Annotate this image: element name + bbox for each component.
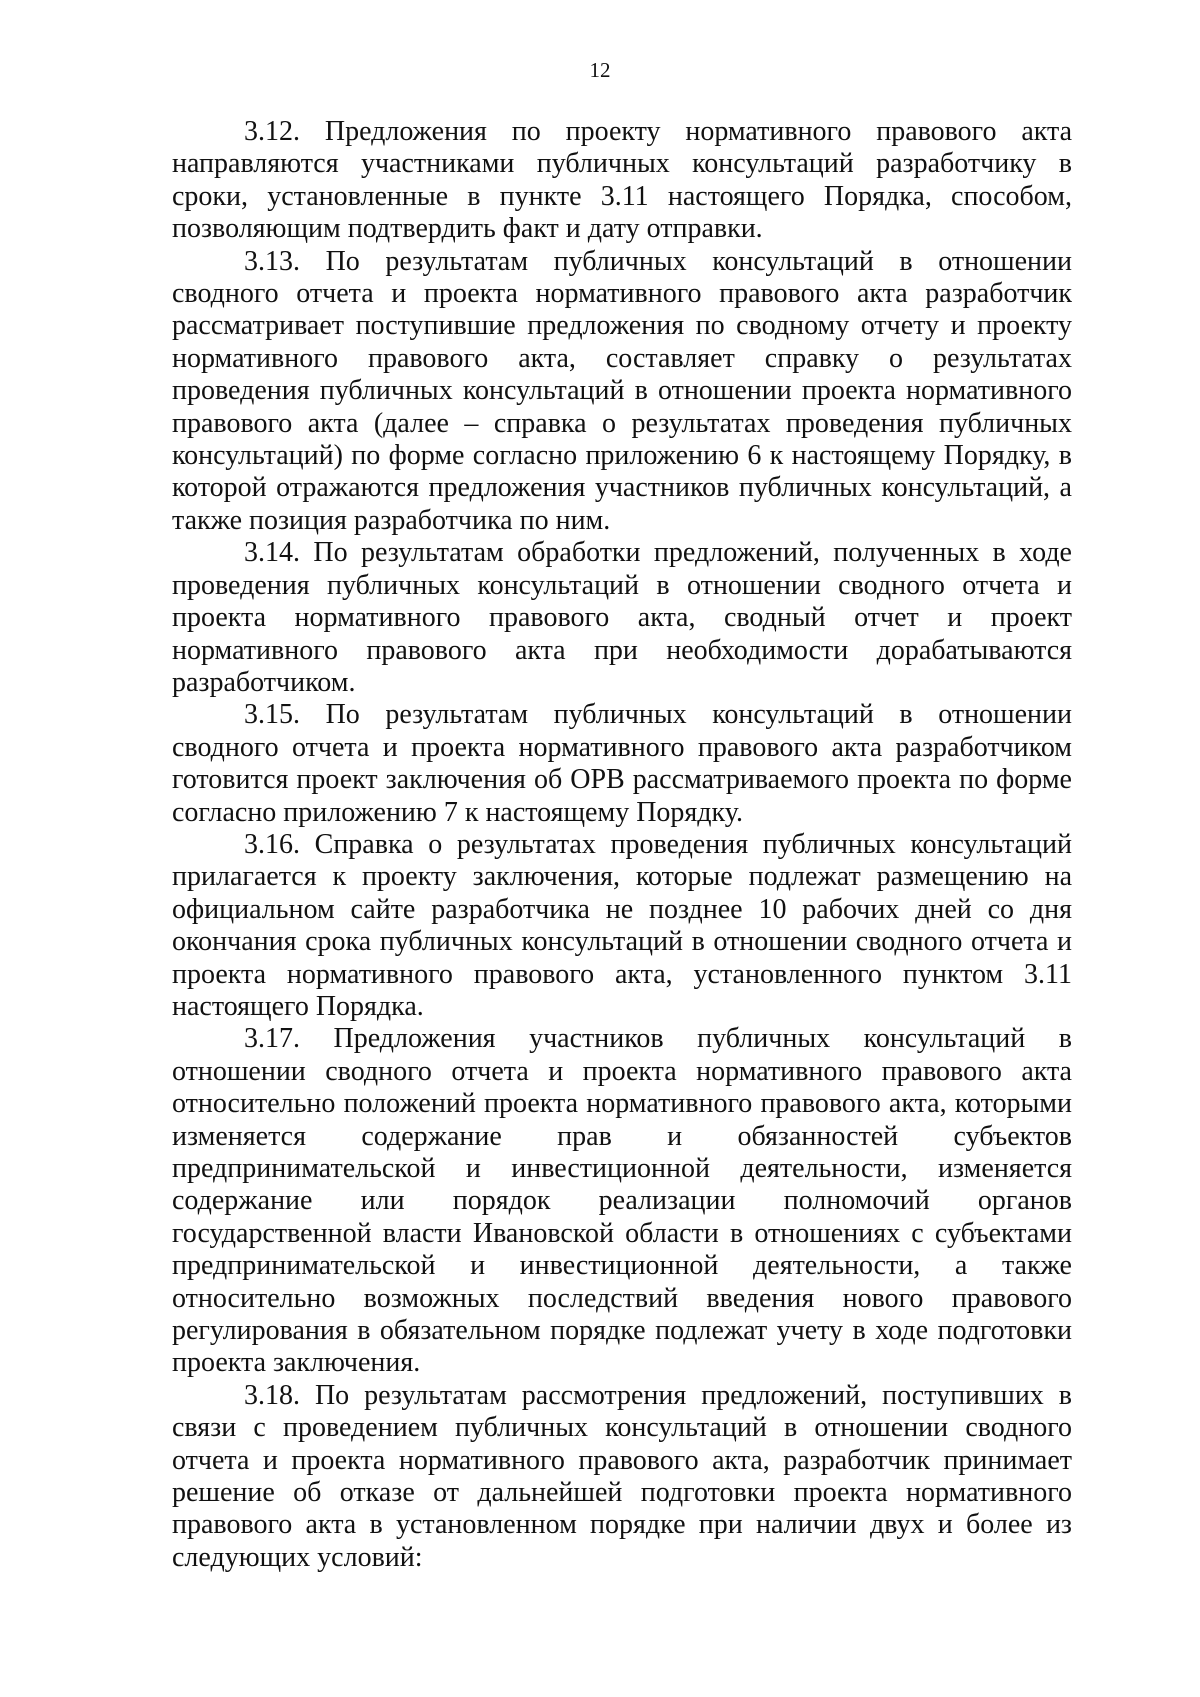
paragraph-3-13: 3.13. По результатам публичных консультаций в отношении сводного отчета и проекта нормативного правового акта разработчик рассматривает поступившие предложения по сводному отчету и проекту нормативного правового акта, составляет справку о результатах проведения публичных консультаций в отношении проекта нормативного правового акта (далее – справка о результатах проведения публичных консультаций) по форме согласно приложению 6 к настоящему Порядку, в которой отражаются предложения участников публичных консультаций, а также позиция разработчика по ним. bbox=[172, 245, 1072, 536]
page-number: 12 bbox=[589, 58, 611, 82]
paragraph-3-16: 3.16. Справка о результатах проведения публичных консультаций прилагается к проекту заключения, которые подлежат размещению на официальном сайте разработчика не позднее 10 рабочих дней со дня окончания срока публичных консультаций в отношении сводного отчета и проекта нормативного правового акта, установленного пунктом 3.11 настоящего Порядка. bbox=[172, 828, 1072, 1022]
paragraph-3-12: 3.12. Предложения по проекту нормативного правового акта направляются участниками публичных консультаций разработчику в сроки, установленные в пункте 3.11 настоящего Порядка, способом, позволяющим подтвердить факт и дату отправки. bbox=[172, 116, 1072, 245]
paragraph-3-15: 3.15. По результатам публичных консультаций в отношении сводного отчета и проекта нормативного правового акта разработчиком готовится проект заключения об ОРВ рассматриваемого проекта по форме согласно приложению 7 к настоящему Порядку. bbox=[172, 699, 1072, 828]
paragraph-3-17: 3.17. Предложения участников публичных консультаций в отношении сводного отчета и проекта нормативного правового акта относительно положений проекта нормативного правового акта, которыми изменяется содержание прав и обязанностей субъектов предпринимательской и инвестиционной деятельности, изменяется содержание или порядок реализации полномочий органов государственной власти Ивановской области в отношениях с субъектами предпринимательской и инвестиционной деятельности, а также относительно возможных последствий введения нового правового регулирования в обязательном порядке подлежат учету в ходе подготовки проекта заключения. bbox=[172, 1023, 1072, 1379]
paragraph-3-18: 3.18. По результатам рассмотрения предложений, поступивших в связи с проведением публичных консультаций в отношении сводного отчета и проекта нормативного правового акта, разработчик принимает решение об отказе от дальнейшей подготовки проекта нормативного правового акта в установленном порядке при наличии двух и более из следующих условий: bbox=[172, 1379, 1072, 1573]
document-body bbox=[172, 116, 1072, 1574]
paragraph-3-14: 3.14. По результатам обработки предложений, полученных в ходе проведения публичных консультаций в отношении сводного отчета и проекта нормативного правового акта, сводный отчет и проект нормативного правового акта при необходимости дорабатываются разработчиком. bbox=[172, 537, 1072, 698]
